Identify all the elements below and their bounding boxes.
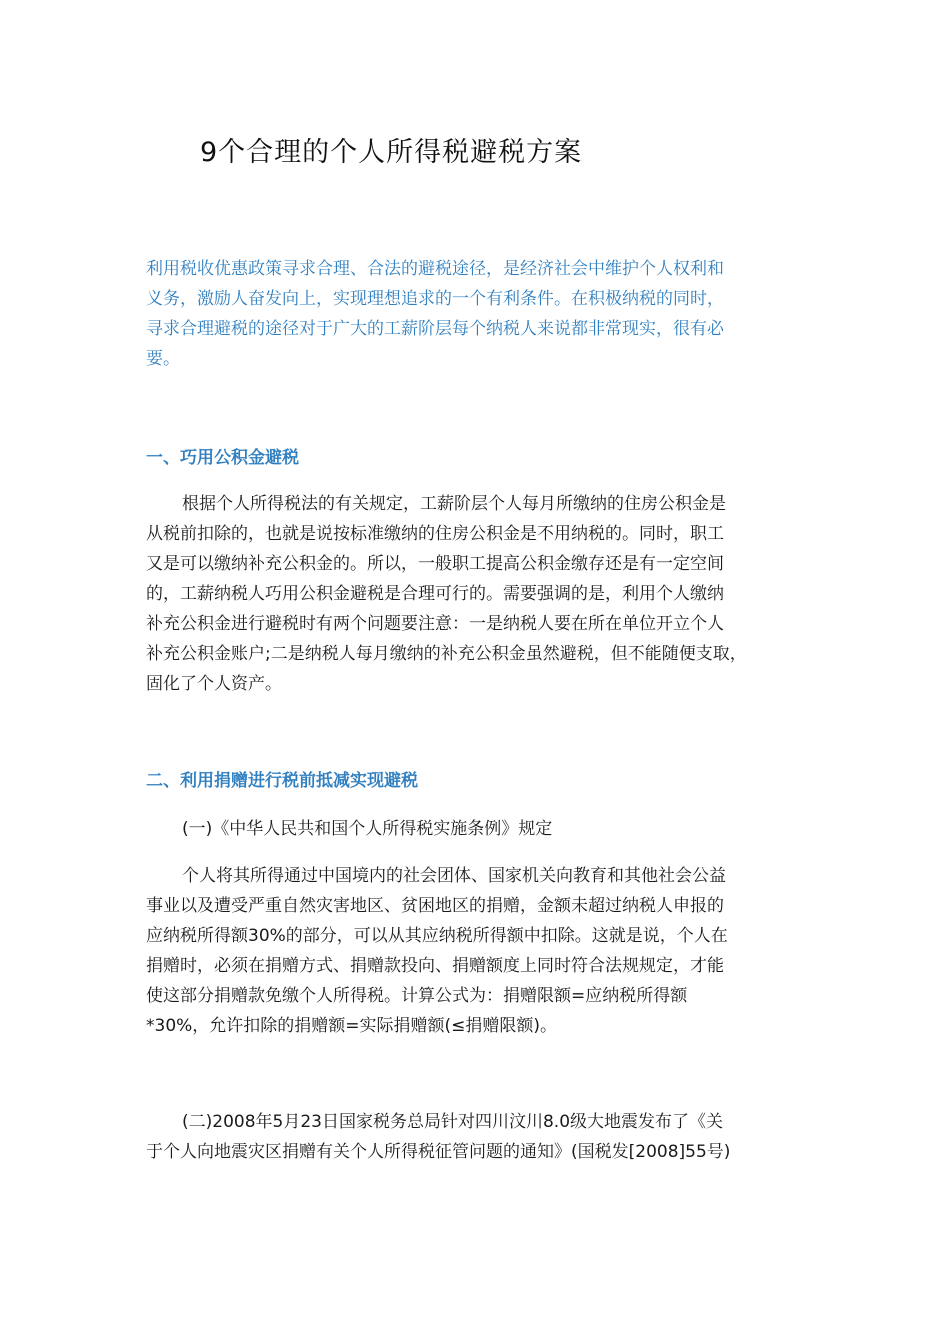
intro-line: 义务，激励人奋发向上，实现理想追求的一个有利条件。在积极纳税的同时， xyxy=(146,289,724,309)
paragraph-line: (二)2008年5月23日国家税务总局针对四川汶川8.0级大地震发布了《关 xyxy=(182,1112,724,1132)
paragraph-line: 根据个人所得税法的有关规定，工薪阶层个人每月所缴纳的住房公积金是 xyxy=(182,494,726,514)
document-title: 9个合理的个人所得税避税方案 xyxy=(200,137,583,168)
paragraph-line: 固化了个人资产。 xyxy=(146,674,282,694)
paragraph-line: 个人将其所得通过中国境内的社会团体、国家机关向教育和其他社会公益 xyxy=(182,866,726,886)
intro-line: 利用税收优惠政策寻求合理、合法的避税途径，是经济社会中维护个人权利和 xyxy=(146,259,724,279)
intro-paragraph xyxy=(146,254,806,374)
section-heading-2: 二、利用捐赠进行税前抵减实现避税 xyxy=(146,771,418,791)
section-heading-1: 一、巧用公积金避税 xyxy=(146,448,299,468)
paragraph-line: 从税前扣除的，也就是说按标准缴纳的住房公积金是不用纳税的。同时，职工 xyxy=(146,524,724,544)
section2-paragraph-2 xyxy=(146,1107,816,1167)
intro-line: 要。 xyxy=(146,349,180,369)
section1-paragraph xyxy=(146,489,816,699)
paragraph-line: 应纳税所得额30%的部分，可以从其应纳税所得额中扣除。这就是说，个人在 xyxy=(146,926,728,946)
paragraph-line: 捐赠时，必须在捐赠方式、捐赠款投向、捐赠额度上同时符合法规规定，才能 xyxy=(146,956,724,976)
paragraph-line: 的，工薪纳税人巧用公积金避税是合理可行的。需要强调的是，利用个人缴纳 xyxy=(146,584,724,604)
paragraph-line: 使这部分捐赠款免缴个人所得税。计算公式为：捐赠限额=应纳税所得额 xyxy=(146,986,688,1006)
section2-paragraph-1 xyxy=(146,861,816,1041)
paragraph-line: 事业以及遭受严重自然灾害地区、贫困地区的捐赠，金额未超过纳税人申报的 xyxy=(146,896,724,916)
paragraph-line: 补充公积金进行避税时有两个问题要注意：一是纳税人要在所在单位开立个人 xyxy=(146,614,724,634)
paragraph-line: 又是可以缴纳补充公积金的。所以，一般职工提高公积金缴存还是有一定空间 xyxy=(146,554,724,574)
paragraph-line: *30%，允许扣除的捐赠额=实际捐赠额(≤捐赠限额)。 xyxy=(146,1016,558,1036)
paragraph-line: 于个人向地震灾区捐赠有关个人所得税征管问题的通知》(国税发[2008]55号) xyxy=(146,1142,731,1162)
paragraph-line: 补充公积金账户;二是纳税人每月缴纳的补充公积金虽然避税，但不能随便支取， xyxy=(146,644,747,664)
section2-subheading: (一)《中华人民共和国个人所得税实施条例》规定 xyxy=(182,819,553,839)
intro-line: 寻求合理避税的途径对于广大的工薪阶层每个纳税人来说都非常现实，很有必 xyxy=(146,319,724,339)
